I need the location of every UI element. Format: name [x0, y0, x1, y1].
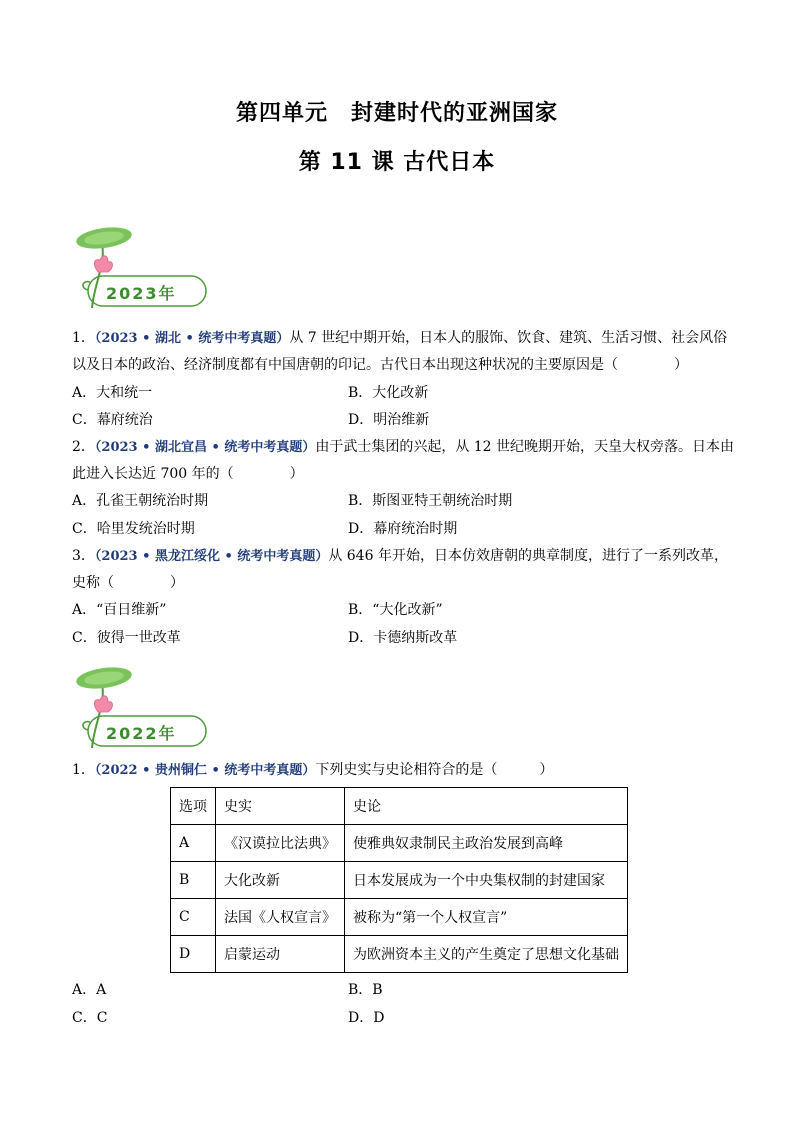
table-header: 史实	[216, 788, 345, 825]
table-cell: 法国《人权宣言》	[216, 899, 345, 936]
question-2023-2: 2．（2023 • 湖北宜昌 • 统考中考真题）由于武士集团的兴起，从 12 世纪晚期开始，天皇大权旁落。日本由	[72, 439, 735, 455]
option-c[interactable]: C．哈里发统治时期	[72, 521, 195, 537]
question-2023-2-line2: 此进入长达近 700 年的（ ）	[72, 466, 304, 482]
table-header-row	[171, 788, 628, 825]
table-cell: A	[171, 825, 216, 862]
table-cell: 使雅典奴隶制民主政治发展到高峰	[345, 825, 628, 862]
table-row	[171, 862, 628, 899]
table-cell: 启蒙运动	[216, 936, 345, 973]
option-b[interactable]: B．“大化改新”	[348, 602, 443, 618]
table-cell: 被称为“第一个人权宣言”	[345, 899, 628, 936]
question-source: （2023 • 湖北 • 统考中考真题）	[94, 331, 290, 346]
option-b[interactable]: B．大化改新	[348, 385, 429, 401]
table-row	[171, 825, 628, 862]
unit-title: 第四单元 封建时代的亚洲国家	[235, 101, 558, 126]
option-d[interactable]: D．D	[348, 1010, 385, 1026]
year-label-2022: 2022年	[106, 724, 177, 743]
table-cell: 大化改新	[216, 862, 345, 899]
table-cell: 日本发展成为一个中央集权制的封建国家	[345, 862, 628, 899]
question-2023-3: 3．（2023 • 黑龙江绥化 • 统考中考真题）从 646 年开始，日本仿效唐朝的典章制度，进行了一系列改革，	[72, 548, 728, 564]
option-c[interactable]: C．彼得一世改革	[72, 630, 181, 646]
lesson-title: 第 11 课 古代日本	[298, 150, 496, 175]
table-row	[171, 899, 628, 936]
table-header: 选项	[171, 788, 216, 825]
option-d[interactable]: D．卡德纳斯改革	[348, 630, 458, 646]
option-a[interactable]: A．大和统一	[72, 385, 153, 401]
question-source: （2023 • 湖北宜昌 • 统考中考真题）	[94, 440, 316, 455]
option-c[interactable]: C．幕府统治	[72, 412, 153, 428]
year-badge-2023	[68, 224, 218, 310]
question-2023-1: 1．（2023 • 湖北 • 统考中考真题）从 7 世纪中期开始，日本人的服饰、饮食、建筑、生活习惯、社会风俗	[72, 330, 728, 346]
table-header: 史论	[345, 788, 628, 825]
option-b[interactable]: B．斯图亚特王朝统治时期	[348, 493, 513, 509]
option-d[interactable]: D．幕府统治时期	[348, 521, 458, 537]
option-d[interactable]: D．明治维新	[348, 412, 430, 428]
history-table	[170, 787, 628, 973]
table-cell: 为欧洲资本主义的产生奠定了思想文化基础	[345, 936, 628, 973]
table-cell: 《汉谟拉比法典》	[216, 825, 345, 862]
option-b[interactable]: B．B	[348, 982, 383, 998]
year-label-2023: 2023年	[106, 284, 177, 303]
question-2023-3-line2: 史称（ ）	[72, 575, 184, 591]
option-a[interactable]: A．“百日维新”	[72, 602, 167, 618]
option-c[interactable]: C．C	[72, 1010, 108, 1026]
year-badge-2022	[68, 664, 218, 750]
table-cell: C	[171, 899, 216, 936]
question-source: （2022 • 贵州铜仁 • 统考中考真题）	[94, 763, 316, 778]
table-cell: D	[171, 936, 216, 973]
question-source: （2023 • 黑龙江绥化 • 统考中考真题）	[94, 549, 329, 564]
question-2023-1-line2: 以及日本的政治、经济制度都有中国唐朝的印记。古代日本出现这种状况的主要原因是（ ）	[72, 357, 688, 373]
question-2022-1: 1．（2022 • 贵州铜仁 • 统考中考真题）下列史实与史论相符合的是（ ）	[72, 762, 554, 778]
table-row	[171, 936, 628, 973]
option-a[interactable]: A．A	[72, 982, 107, 998]
option-a[interactable]: A．孔雀王朝统治时期	[72, 493, 209, 509]
table-cell: B	[171, 862, 216, 899]
